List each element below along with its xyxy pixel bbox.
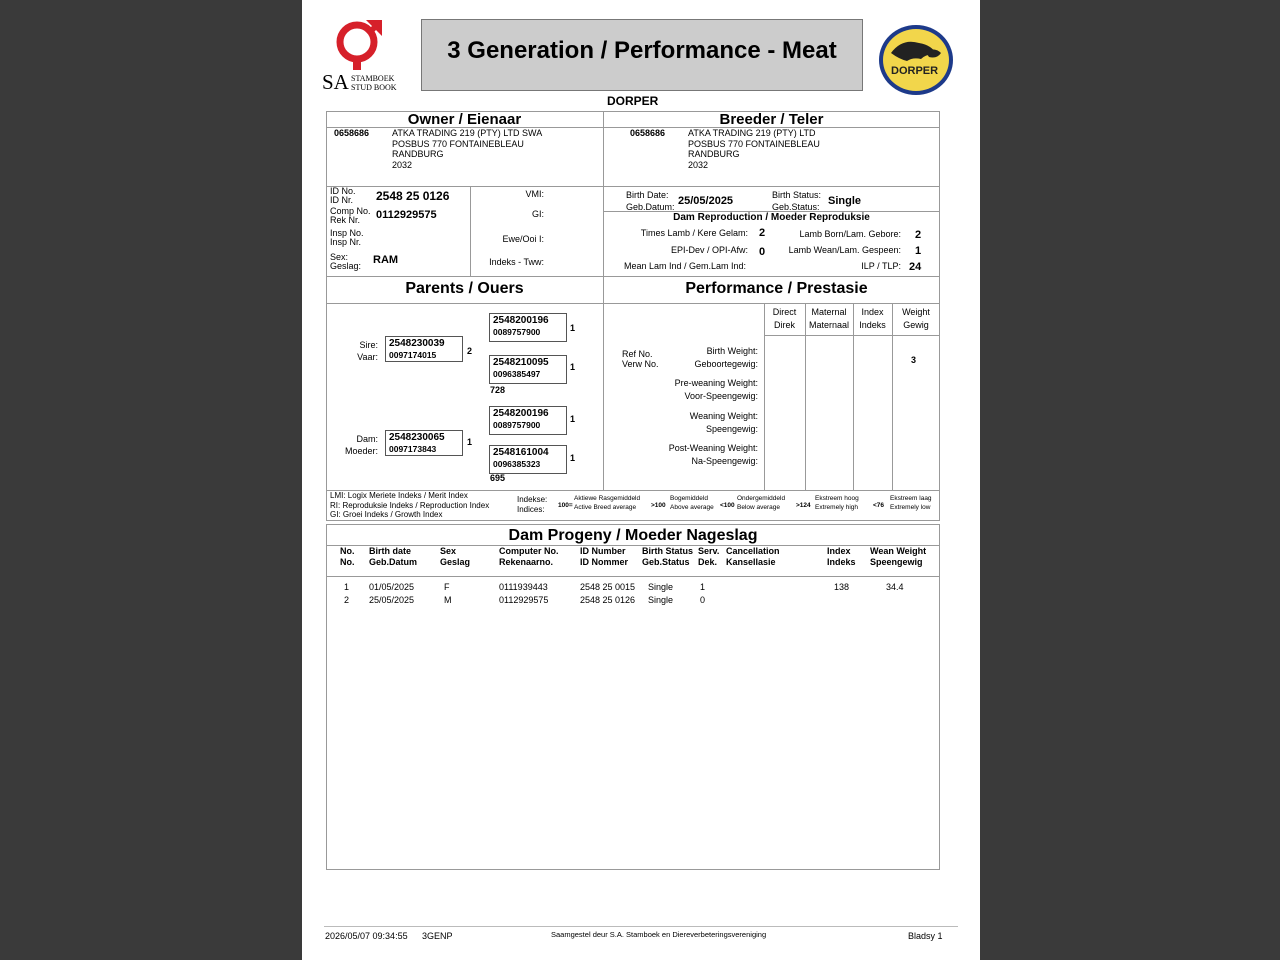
dam-id: 2548230065 <box>389 432 445 443</box>
dam-num: 1 <box>467 437 473 447</box>
progeny-cell: Single <box>648 595 674 605</box>
col-index: Index Indeks <box>859 307 886 330</box>
weaning-label: Weaning Weight: Speengewig: <box>689 411 758 434</box>
footer-code: 3GENP <box>422 931 453 941</box>
ilp-value: 24 <box>909 261 922 273</box>
progeny-cell: 0112929575 <box>499 595 549 605</box>
legend-gi: GI: Groei Indeks / Growth Index <box>330 510 443 520</box>
dam-dam-num: 1 <box>570 453 576 463</box>
progeny-cell: F <box>444 582 450 592</box>
owner-line-1: ATKA TRADING 219 (PTY) LTD SWA <box>392 128 543 138</box>
progeny-cell: 0111939443 <box>499 582 548 592</box>
owner-address <box>392 128 542 170</box>
birth-weight-value: 3 <box>910 355 916 365</box>
footer-page: Bladsy 1 <box>908 931 943 941</box>
legend-k3: <100 <box>720 502 735 509</box>
dam-sire-box <box>489 406 567 435</box>
breed-name: DORPER <box>607 94 659 108</box>
progeny-cell: Single <box>648 582 674 592</box>
owner-line-3: RANDBURG <box>392 149 444 159</box>
sire-dam-box <box>489 355 567 384</box>
times-lamb-label: Times Lamb / Kere Gelam: <box>640 228 748 238</box>
document-page <box>302 0 980 960</box>
breeder-line-4: 2032 <box>688 159 709 170</box>
progeny-cell: 01/05/2025 <box>369 582 415 592</box>
progeny-cell: 138 <box>834 582 850 592</box>
dam-dam-box <box>489 445 567 474</box>
progeny-col-header: Wean Weight Speengewig <box>870 546 927 567</box>
legend-ri: RI: Reproduksie Indeks / Reproduction Index <box>330 500 490 510</box>
sire-dam-id: 2548210095 <box>493 357 549 368</box>
sa-studbook-logo <box>322 18 402 93</box>
progeny-col-header: Sex Geslag <box>440 546 471 567</box>
page-title: 3 Generation / Performance - Meat <box>447 37 837 64</box>
sa-logo-line1: STAMBOEK <box>351 74 395 83</box>
progeny-cell: 25/05/2025 <box>369 595 415 605</box>
dorper-sheep-icon <box>877 23 955 97</box>
progeny-col-header: Birth Status Geb.Status <box>642 546 694 567</box>
progeny-col-header: Index Indeks <box>827 546 856 567</box>
progeny-cell: 34.4 <box>886 582 904 592</box>
lamb-born-label: Lamb Born/Lam. Gebore: <box>799 229 901 239</box>
legend-k5: <76 <box>873 502 885 509</box>
dam-sire-num: 1 <box>570 414 576 424</box>
legend-k2-text: Bogemiddeld Above average <box>670 495 714 511</box>
footer-datetime: 2026/05/07 09:34:55 <box>325 931 408 941</box>
dam-dam-id: 2548161004 <box>493 447 549 458</box>
col-maternal: Maternal Maternaal <box>808 307 850 330</box>
dam-sire-comp: 0089757900 <box>493 420 541 430</box>
performance-heading: Performance / Prestasie <box>685 280 868 297</box>
gi-label: GI: <box>531 209 544 219</box>
birth-date-value: 25/05/2025 <box>678 195 734 207</box>
progeny-heading: Dam Progeny / Moeder Nageslag <box>508 527 758 544</box>
vmi-label: VMI: <box>525 189 544 199</box>
progeny-cell: 1 <box>344 582 350 592</box>
progeny-col-header: Birth date Geb.Datum <box>369 546 418 567</box>
sa-logo-text: SA <box>322 70 349 94</box>
dam-comp: 0097173843 <box>389 444 437 454</box>
indeks-label: Indeks - Tww: <box>489 257 544 267</box>
epi-value: 0 <box>759 246 766 258</box>
dam-dam-comp: 0096385323 <box>493 459 541 469</box>
dam-repro-heading: Dam Reproduction / Moeder Reproduksie <box>673 212 870 223</box>
sire-num: 2 <box>467 346 473 356</box>
dam-label: Dam: Moeder: <box>344 434 378 456</box>
owner-code: 0658686 <box>334 128 370 138</box>
insp-label: Insp No. Insp Nr. <box>330 228 364 247</box>
progeny-cell: 2 <box>344 595 350 605</box>
dorper-logo <box>877 23 955 97</box>
legend-k2: >100 <box>651 502 666 509</box>
dam-dam-extra: 695 <box>490 473 506 483</box>
sire-box <box>385 336 463 362</box>
progeny-cell: M <box>444 595 452 605</box>
legend-k4-text: Ekstreem hoog Extremely high <box>815 495 859 511</box>
legend-indices <box>330 491 489 520</box>
progeny-cell: 1 <box>700 582 706 592</box>
progeny-cell: 0 <box>700 595 706 605</box>
breeder-address <box>688 128 820 170</box>
id-value: 2548 25 0126 <box>376 189 450 203</box>
progeny-col-header: No. No. <box>340 546 355 567</box>
sire-dam-comp: 0096385497 <box>493 369 541 379</box>
breeder-line-2: POSBUS 770 FONTAINEBLEAU <box>688 138 820 149</box>
progeny-cell: 2548 25 0015 <box>580 582 636 592</box>
title-box <box>421 19 863 91</box>
birth-status-label: Birth Status: Geb.Status: <box>772 190 822 212</box>
legend-lmi: LMI: Logix Meriete Indeks / Merit Index <box>330 491 468 500</box>
legend-indekse: Indekse: Indices: <box>517 495 548 514</box>
sire-sire-num: 1 <box>570 323 576 333</box>
lamb-wean-value: 1 <box>915 245 922 257</box>
parents-heading: Parents / Ouers <box>405 280 524 297</box>
female-symbol-icon <box>332 18 392 70</box>
lamb-born-value: 2 <box>915 229 922 241</box>
progeny-col-header: ID Number ID Nommer <box>580 546 629 567</box>
sire-sire-id: 2548200196 <box>493 315 549 326</box>
dorper-logo-text: DORPER <box>891 65 939 77</box>
lamb-wean-label: Lamb Wean/Lam. Gespeen: <box>788 245 901 255</box>
progeny-col-header: Serv. Dek. <box>698 546 720 567</box>
comp-value: 0112929575 <box>376 209 437 221</box>
col-weight: Weight Gewig <box>902 307 930 330</box>
sire-dam-extra: 728 <box>490 385 506 395</box>
comp-label: Comp No. Rek Nr. <box>330 206 371 225</box>
sex-label: Sex: Geslag: <box>330 252 362 271</box>
sire-comp: 0097174015 <box>389 350 437 360</box>
birth-weight-label: Birth Weight: Geboortegewig: <box>694 346 758 369</box>
id-label: ID No. ID Nr. <box>330 186 356 205</box>
legend-k5-text: Ekstreem laag Extremely low <box>890 495 932 511</box>
preweaning-label: Pre-weaning Weight: Voor-Speengewig: <box>674 378 758 401</box>
progeny-col-header: Computer No. Rekenaarno. <box>499 546 559 567</box>
breeder-heading: Breeder / Teler <box>719 111 824 128</box>
dam-box <box>385 430 463 456</box>
sire-label: Sire: Vaar: <box>357 340 378 362</box>
birth-status-value: Single <box>828 195 862 207</box>
progeny-cell: 2548 25 0126 <box>580 595 636 605</box>
progeny-col-header: Cancellation Kansellasie <box>726 546 780 567</box>
owner-heading: Owner / Eienaar <box>407 111 522 128</box>
dam-sire-id: 2548200196 <box>493 408 549 419</box>
sire-sire-comp: 0089757900 <box>493 327 541 337</box>
sire-dam-num: 1 <box>570 362 576 372</box>
ewe-label: Ewe/Ooi I: <box>502 234 544 244</box>
breeder-line-1: ATKA TRADING 219 (PTY) LTD <box>688 128 816 138</box>
sex-value: RAM <box>373 254 399 266</box>
ref-label: Ref No. Verw No. <box>622 349 659 369</box>
times-lamb-value: 2 <box>759 227 766 239</box>
postweaning-label: Post-Weaning Weight: Na-Speengewig: <box>668 443 758 466</box>
epi-label: EPI-Dev / OPI-Afw: <box>670 245 748 255</box>
breeder-line-3: RANDBURG <box>688 149 740 159</box>
legend-k3-text: Ondergemiddeld Below average <box>737 495 786 511</box>
legend-k1: 100= <box>558 502 573 509</box>
birth-date-label: Birth Date: Geb.Datum: <box>626 190 675 212</box>
ilp-label: ILP / TLP: <box>861 261 901 271</box>
legend-k4: >124 <box>796 502 811 509</box>
sa-logo-line2: STUD BOOK <box>351 83 397 92</box>
owner-line-4: 2032 <box>392 159 413 170</box>
mean-lam-label: Mean Lam Ind / Gem.Lam Ind: <box>624 261 747 271</box>
col-direct: Direct Direk <box>772 307 797 330</box>
footer-compiled: Saamgestel deur S.A. Stamboek en Diereverbeteringsvereniging <box>551 930 767 939</box>
breeder-code: 0658686 <box>630 128 666 138</box>
sire-id: 2548230039 <box>389 338 445 349</box>
owner-line-2: POSBUS 770 FONTAINEBLEAU <box>392 138 524 149</box>
sire-sire-box <box>489 313 567 342</box>
legend-k1-text: Aktiewe Rasgemiddeld Active Breed average <box>574 495 641 511</box>
